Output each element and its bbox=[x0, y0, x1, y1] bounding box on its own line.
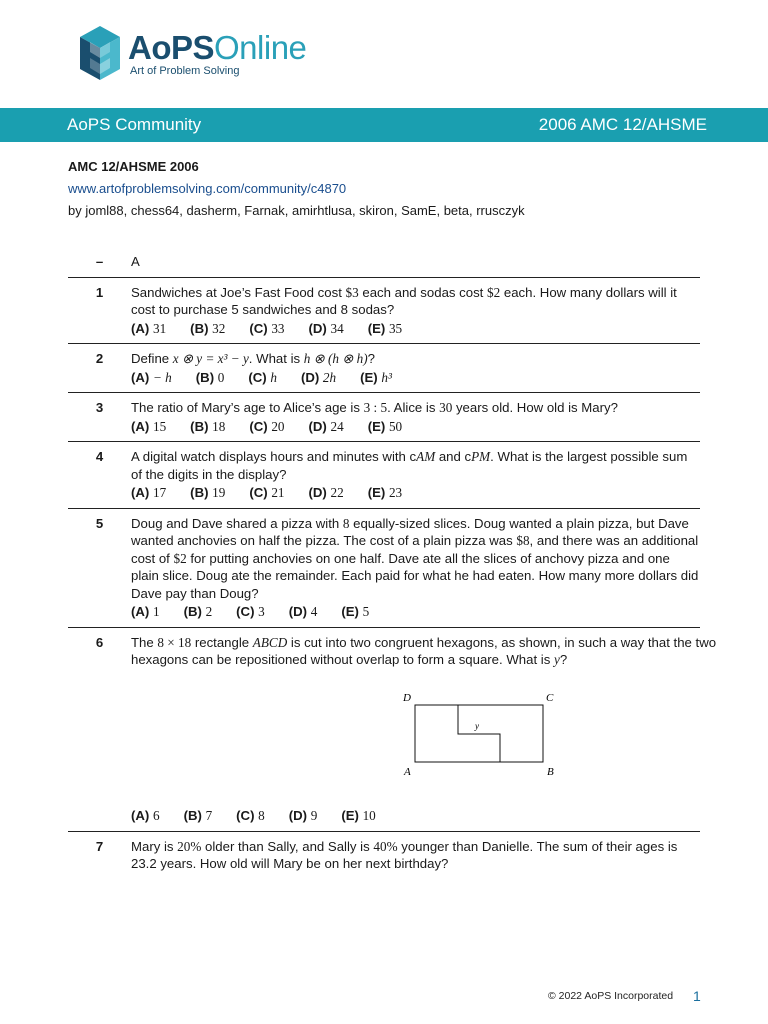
logo-subtitle: Art of Problem Solving bbox=[130, 64, 240, 77]
choice-c: (C) 8 bbox=[236, 808, 265, 823]
choice-d: (D) 34 bbox=[308, 320, 344, 336]
choice-b: (B) 2 bbox=[183, 604, 213, 619]
problem-text: Mary is 20% older than Sally, and Sally is 40% younger than Danielle. The sum of their ages is 23.2 years. How old will Mary be on her next birthday? bbox=[131, 838, 678, 871]
community-label: AoPS Community bbox=[67, 115, 202, 134]
authors-line: by joml88, chess64, dasherm, Farnak, amirhtlusa, skiron, SamE, beta, rrusczyk bbox=[68, 203, 525, 218]
choice-c: (C) 21 bbox=[249, 485, 285, 500]
problem-1 bbox=[68, 278, 700, 345]
document-title: AMC 12/AHSME 2006 bbox=[68, 159, 199, 174]
label-c: C bbox=[546, 691, 554, 704]
problem-number: 5 bbox=[95, 515, 104, 531]
choice-a: (A) 1 bbox=[131, 604, 160, 619]
aops-logo[interactable] bbox=[78, 24, 306, 82]
choice-d: (D) 22 bbox=[308, 485, 344, 500]
choice-c: (C) 3 bbox=[236, 604, 265, 619]
choice-b: (B) 18 bbox=[190, 418, 226, 434]
problem-number: 7 bbox=[95, 838, 104, 854]
answer-choices bbox=[131, 418, 700, 436]
problem-3 bbox=[68, 393, 700, 442]
choice-a: (A) 17 bbox=[131, 485, 167, 500]
label-y: y bbox=[475, 720, 479, 731]
choice-e: (E) 35 bbox=[367, 320, 403, 336]
problem-list bbox=[68, 251, 717, 879]
choice-b: (B) 19 bbox=[190, 485, 226, 500]
problem-text: Sandwiches at Joe’s Fast Food cost $3 each and sodas cost $2 each. How many dollars will it cost to purchase 5 sandwiches and 8 sodas? bbox=[131, 284, 677, 317]
contest-label: 2006 AMC 12/AHSME bbox=[538, 115, 707, 134]
choice-e: (E) h³ bbox=[360, 369, 392, 385]
section-label: A bbox=[131, 254, 140, 269]
choice-d: (D) 2h bbox=[300, 369, 337, 385]
label-d: D bbox=[403, 691, 411, 704]
answer-choices bbox=[131, 484, 700, 502]
problem-number: 4 bbox=[95, 449, 104, 464]
choice-a: (A) 15 bbox=[131, 418, 167, 434]
problem-text: Doug and Dave shared a pizza with 8 equally-sized slices. Doug wanted a plain pizza, but Dave wanted anchovies on half the pizza. The cost of a plain pizza was $8, and there was an additional cost of $2 for putting anchovies on one half. Dave ate all the slices of anchovy pizza and one plain slice. Doug ate the remainder. Each paid for what he had eaten. How many more dollars did Dave pay than Doug? bbox=[131, 515, 699, 601]
cube-logo-icon bbox=[78, 24, 122, 82]
document-meta bbox=[68, 156, 525, 222]
choice-e: (E) 10 bbox=[341, 808, 376, 823]
choice-a: (A) − h bbox=[131, 369, 172, 385]
logo-brand: AoPS bbox=[128, 28, 215, 66]
problem-2 bbox=[68, 344, 700, 393]
choice-e: (E) 5 bbox=[341, 604, 370, 619]
logo-online: Online bbox=[214, 28, 307, 66]
hexagon-cut-diagram bbox=[131, 689, 763, 789]
problem-number: 6 bbox=[95, 634, 104, 650]
label-a: A bbox=[404, 765, 411, 778]
choice-e: (E) 50 bbox=[367, 418, 403, 434]
choice-b: (B) 7 bbox=[183, 808, 213, 823]
problem-text: Define x ⊗ y = x³ − y. What is h ⊗ (h ⊗ h)? bbox=[131, 351, 375, 366]
problem-number: 2 bbox=[95, 351, 104, 366]
choice-d: (D) 9 bbox=[288, 808, 318, 823]
choice-c: (C) h bbox=[248, 369, 277, 385]
choice-c: (C) 33 bbox=[249, 320, 285, 336]
problem-4 bbox=[68, 442, 700, 509]
label-b: B bbox=[547, 765, 554, 778]
answer-choices bbox=[131, 320, 700, 338]
problem-6 bbox=[68, 628, 717, 832]
problem-text: A digital watch displays hours and minutes with cAM and cPM. What is the largest possible sum of the digits in the display? bbox=[131, 449, 688, 482]
page-number: 1 bbox=[693, 988, 701, 1004]
problem-number: 1 bbox=[95, 284, 104, 300]
choice-b: (B) 0 bbox=[195, 369, 225, 385]
section-header bbox=[68, 251, 700, 278]
problem-text: The ratio of Mary’s age to Alice’s age is 3 : 5. Alice is 30 years old. How old is Mary? bbox=[131, 400, 618, 415]
answer-choices bbox=[131, 603, 700, 621]
answer-choices bbox=[131, 369, 700, 387]
copyright-footer: © 2022 AoPS Incorporated bbox=[548, 990, 674, 1002]
choice-a: (A) 31 bbox=[131, 320, 167, 336]
problem-7 bbox=[68, 832, 700, 879]
section-dash: – bbox=[95, 254, 104, 269]
choice-c: (C) 20 bbox=[249, 418, 285, 434]
problem-text: The 8 × 18 rectangle ABCD is cut into two congruent hexagons, as shown, in such a way that the two hexagons can be repositioned without overlap to form a square. What is y? bbox=[131, 634, 717, 667]
header-banner bbox=[0, 108, 768, 142]
community-link[interactable]: www.artofproblemsolving.com/community/c4870 bbox=[68, 181, 347, 196]
cut-line bbox=[458, 705, 500, 762]
problem-number: 3 bbox=[95, 400, 104, 415]
problem-5 bbox=[68, 509, 700, 628]
choice-a: (A) 6 bbox=[131, 808, 160, 823]
choice-d: (D) 24 bbox=[308, 418, 344, 434]
choice-b: (B) 32 bbox=[190, 320, 226, 336]
answer-choices bbox=[131, 807, 763, 825]
choice-e: (E) 23 bbox=[367, 485, 403, 500]
rectangle-figure bbox=[131, 689, 763, 794]
choice-d: (D) 4 bbox=[288, 604, 318, 619]
